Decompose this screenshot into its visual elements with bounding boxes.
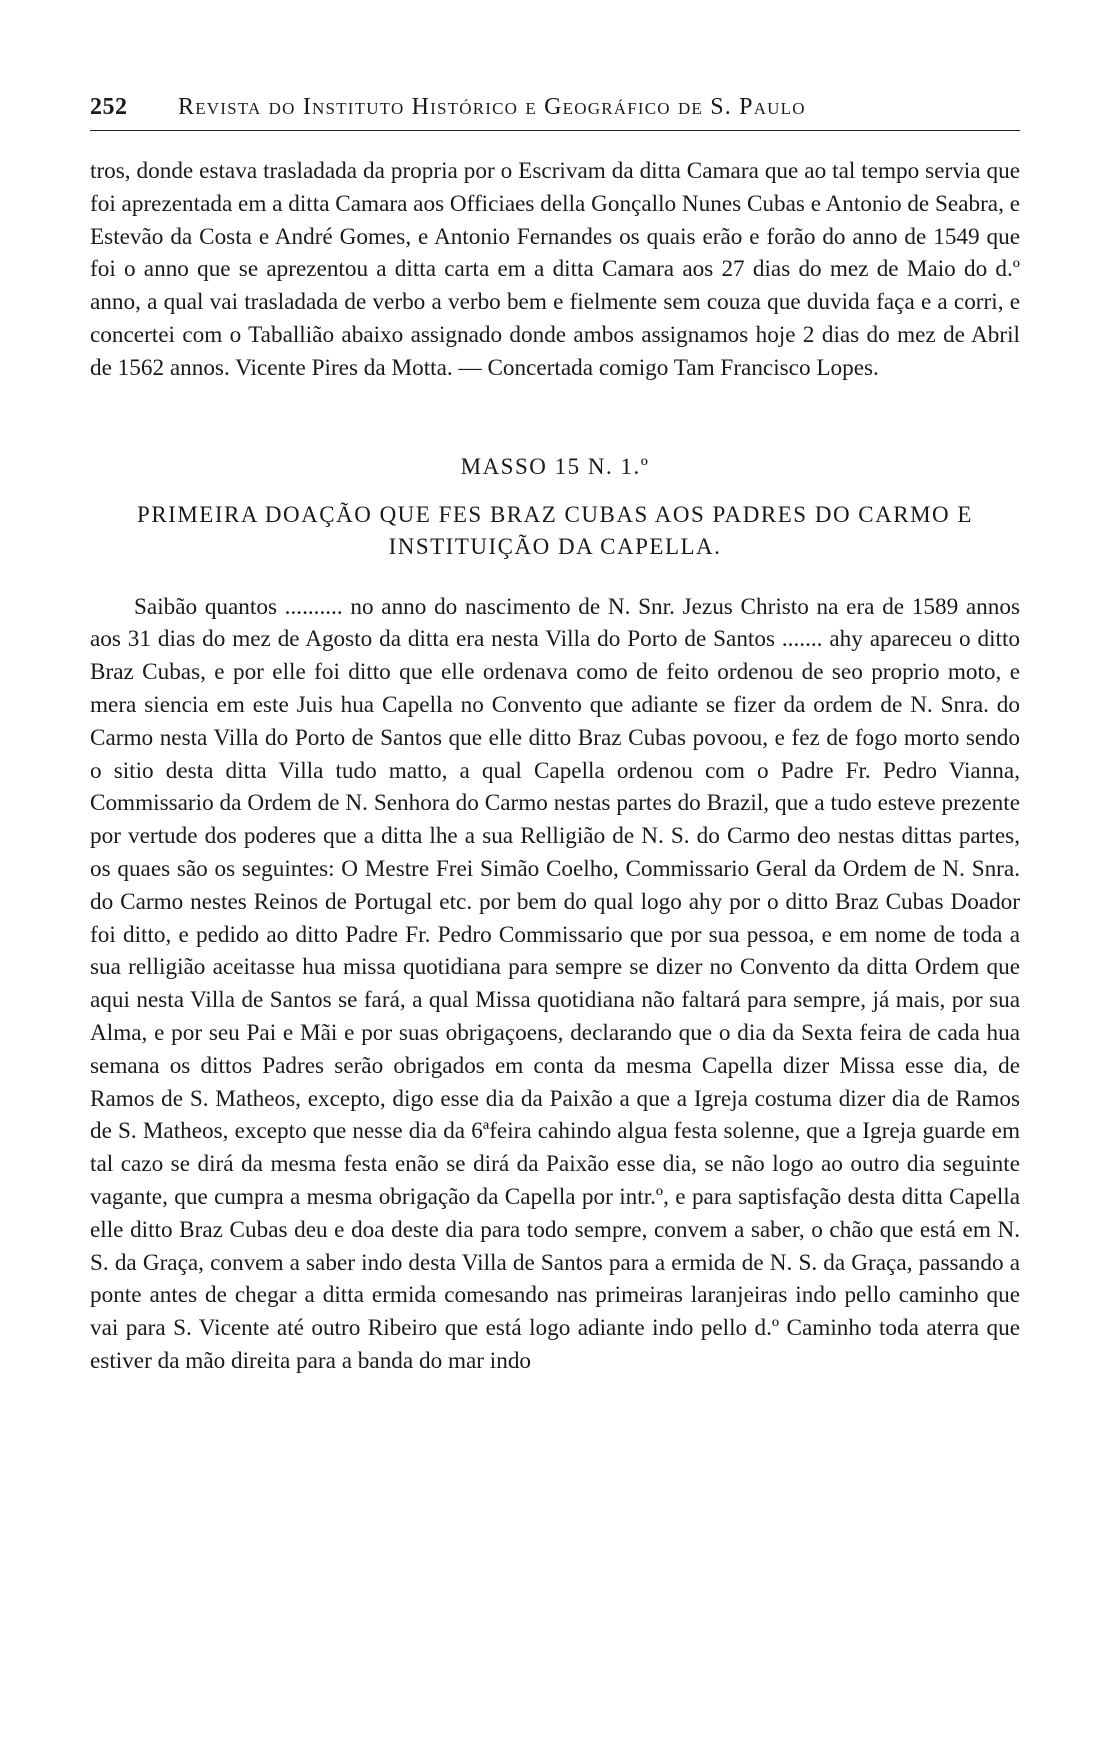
- running-header: [90, 92, 1020, 131]
- section-title-heading: PRIMEIRA DOAÇÃO QUE FES BRAZ CUBAS AOS PADRES DO CARMO E INSTITUIÇÃO DA CAPELLA.: [137, 501, 973, 559]
- journal-title: Revista do Instituto Histórico e Geográfico de S. Paulo: [178, 94, 806, 120]
- body-paragraph-continuation: tros, donde estava trasladada da propria por o Escrivam da ditta Camara que ao tal tempo servia que foi aprezentada em a ditta Camara aos Officiaes della Gonçallo Nunes Cubas e Antonio de Seabra, e Estevão da Costa e André Gomes, e Antonio Fernandes os quais erão e forão do anno de 1549 que foi o anno que se aprezentou a ditta carta em a ditta Camara aos 27 dias do mez de Maio do d.º anno, a qual vai trasladada de verbo a verbo bem e fielmente sem couza que duvida faça e a corri, e concertei com o Taballião abaixo assignado donde ambos assignamos hoje 2 dias do mez de Abril de 1562 annos. Vicente Pires da Motta. — Concertada comigo Tam Francisco Lopes.: [90, 158, 1020, 381]
- section-number-heading: MASSO 15 N. 1.º: [460, 453, 650, 479]
- page-number: 252: [90, 94, 128, 120]
- document-page: [90, 92, 1020, 1378]
- body-paragraph-deed: Saibão quantos .......... no anno do nascimento de N. Snr. Jezus Christo na era de 1589 annos aos 31 dias do mez de Agosto da ditta era nesta Villa do Porto de Santos ....... ahy apareceu o ditto Braz Cubas, e por elle foi ditto que elle ordenava como de feito ordenou de seo proprio moto, e mera siencia em este Juis hua Capella no Convento que adiante se fizer da ordem de N. Snra. do Carmo nesta Villa do Porto de Santos que elle ditto Braz Cubas povoou, e fez de fogo morto sendo o sitio desta ditta Villa tudo matto, a qual Capella ordenou com o Padre Fr. Pedro Vianna, Commissario da Ordem de N. Senhora do Carmo nestas partes do Brazil, que a tudo esteve prezente por vertude dos poderes que a ditta lhe a sua Relligião de N. S. do Carmo deo nestas dittas partes, os quaes são os seguintes: O Mestre Frei Simão Coelho, Commissario Geral da Ordem de N. Snra. do Carmo nestes Reinos de Portugal etc. por bem do qual logo ahy por o ditto Braz Cubas Doador foi ditto, e pedido ao ditto Padre Fr. Pedro Commissario que por sua pessoa, e em nome de toda a sua relligião aceitasse hua missa quotidiana para sempre se dizer no Convento da ditta Ordem que aqui nesta Villa de Santos se fará, a qual Missa quotidiana não faltará para sempre, já mais, por sua Alma, e por seu Pai e Mãi e por suas obrigaçoens, declarando que o dia da Sexta feira de cada hua semana os dittos Padres serão obrigados em conta da mesma Capella dizer Missa esse dia, de Ramos de S. Matheos, excepto, digo esse dia da Paixão a que a Igreja costuma dizer dia de Ramos de S. Matheos, excepto que nesse dia da 6ªfeira cahindo algua festa solenne, que a Igreja guarde em tal cazo se dirá da mesma festa enão se dirá da Paixão esse dia, se não logo ao outro dia seguinte vagante, que cumpra a mesma obrigação da Capella por intr.º, e para saptisfação desta ditta Capella elle ditto Braz Cubas deu e doa deste dia para todo sempre, convem a saber, o chão que está em N. S. da Graça, convem a saber indo desta Villa de Santos para a ermida de N. S. da Graça, passando a ponte antes de chegar a ditta ermida comesando nas primeiras laranjeiras indo pello caminho que vai para S. Vicente até outro Ribeiro que está logo adiante indo pello d.º Caminho toda aterra que estiver da mão direita para a banda do mar indo: [90, 593, 1020, 1374]
